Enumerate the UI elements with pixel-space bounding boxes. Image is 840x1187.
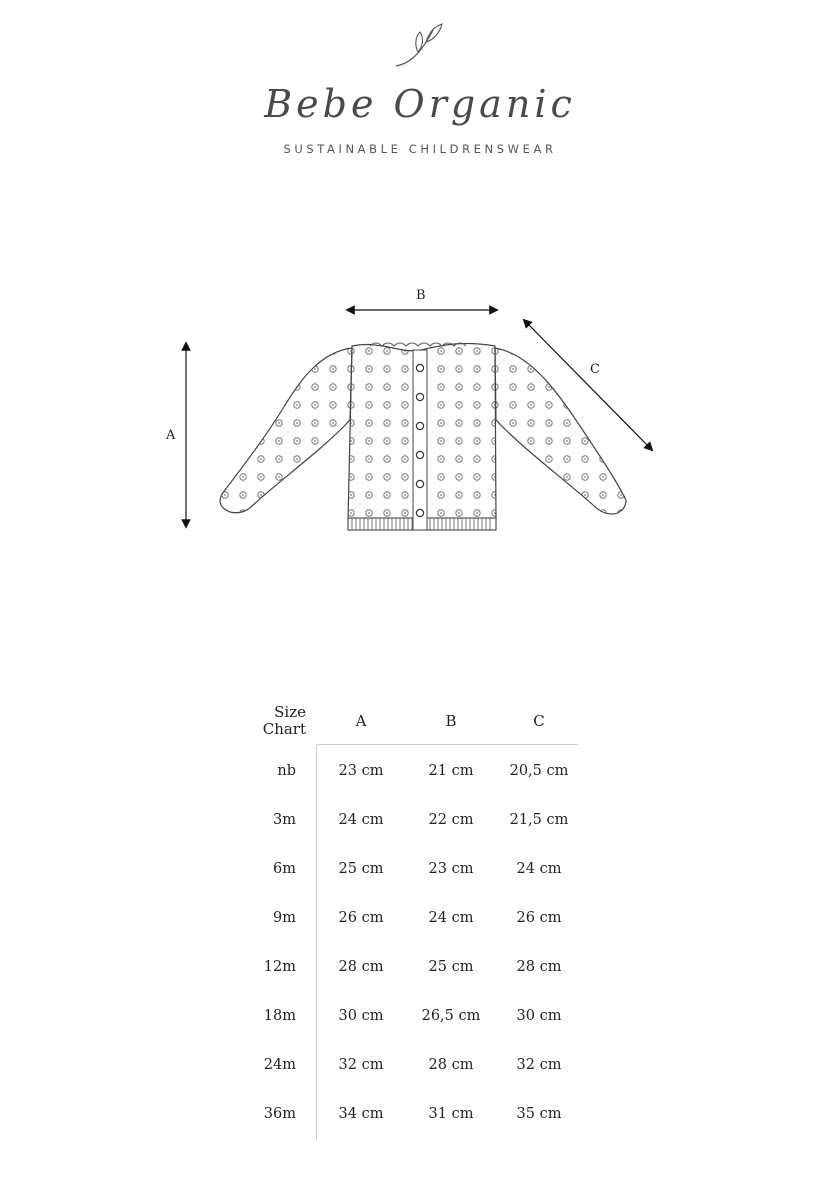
cell-c: 20,5 cm [509,763,569,779]
cell-a: 32 cm [338,1057,384,1073]
cell-a: 34 cm [338,1106,384,1122]
size-label: 36m [263,1106,296,1122]
cell-c: 28 cm [516,959,562,975]
cell-a: 25 cm [338,861,384,877]
measurement-diagram [0,270,840,560]
cell-c: 26 cm [516,910,562,926]
cell-c: 24 cm [516,861,562,877]
cell-c: 21,5 cm [509,812,569,828]
dimension-label-b: B [416,288,426,303]
size-chart-table [0,700,840,1160]
cell-a: 23 cm [338,763,384,779]
size-label: 18m [263,1008,296,1024]
table-row [0,1008,840,1032]
size-label: 9m [273,910,296,926]
dimension-label-c: C [590,362,600,377]
cell-b: 25 cm [428,959,474,975]
dimension-label-a: A [166,428,176,443]
column-header-c: C [533,712,545,730]
cell-b: 24 cm [428,910,474,926]
leaf-sprig-icon [390,20,450,72]
cell-b: 21 cm [428,763,474,779]
cell-a: 28 cm [338,959,384,975]
cell-b: 26,5 cm [421,1008,481,1024]
cell-a: 30 cm [338,1008,384,1024]
cell-b: 23 cm [428,861,474,877]
size-label: 6m [273,861,296,877]
table-row [0,763,840,787]
table-row [0,910,840,934]
size-label: 3m [273,812,296,828]
header-divider [316,744,578,745]
size-label: 12m [263,959,296,975]
cell-b: 22 cm [428,812,474,828]
size-label: 24m [263,1057,296,1073]
brand-name: Bebe Organic [264,82,576,126]
cell-b: 31 cm [428,1106,474,1122]
cell-a: 24 cm [338,812,384,828]
table-row [0,1106,840,1130]
size-chart-title [250,704,306,738]
cell-c: 30 cm [516,1008,562,1024]
size-chart-title-line1: Size [274,703,306,721]
column-header-b: B [445,712,457,730]
column-header-a: A [355,712,367,730]
table-row [0,861,840,885]
cardigan-illustration [0,270,840,560]
size-label: nb [277,763,296,779]
table-row [0,959,840,983]
brand-tagline: SUSTAINABLE CHILDRENSWEAR [283,142,557,156]
cell-c: 32 cm [516,1057,562,1073]
cell-a: 26 cm [338,910,384,926]
cell-b: 28 cm [428,1057,474,1073]
size-chart-title-line2: Chart [262,720,306,738]
table-row [0,812,840,836]
brand-header [0,0,840,170]
table-row [0,1057,840,1081]
cell-c: 35 cm [516,1106,562,1122]
